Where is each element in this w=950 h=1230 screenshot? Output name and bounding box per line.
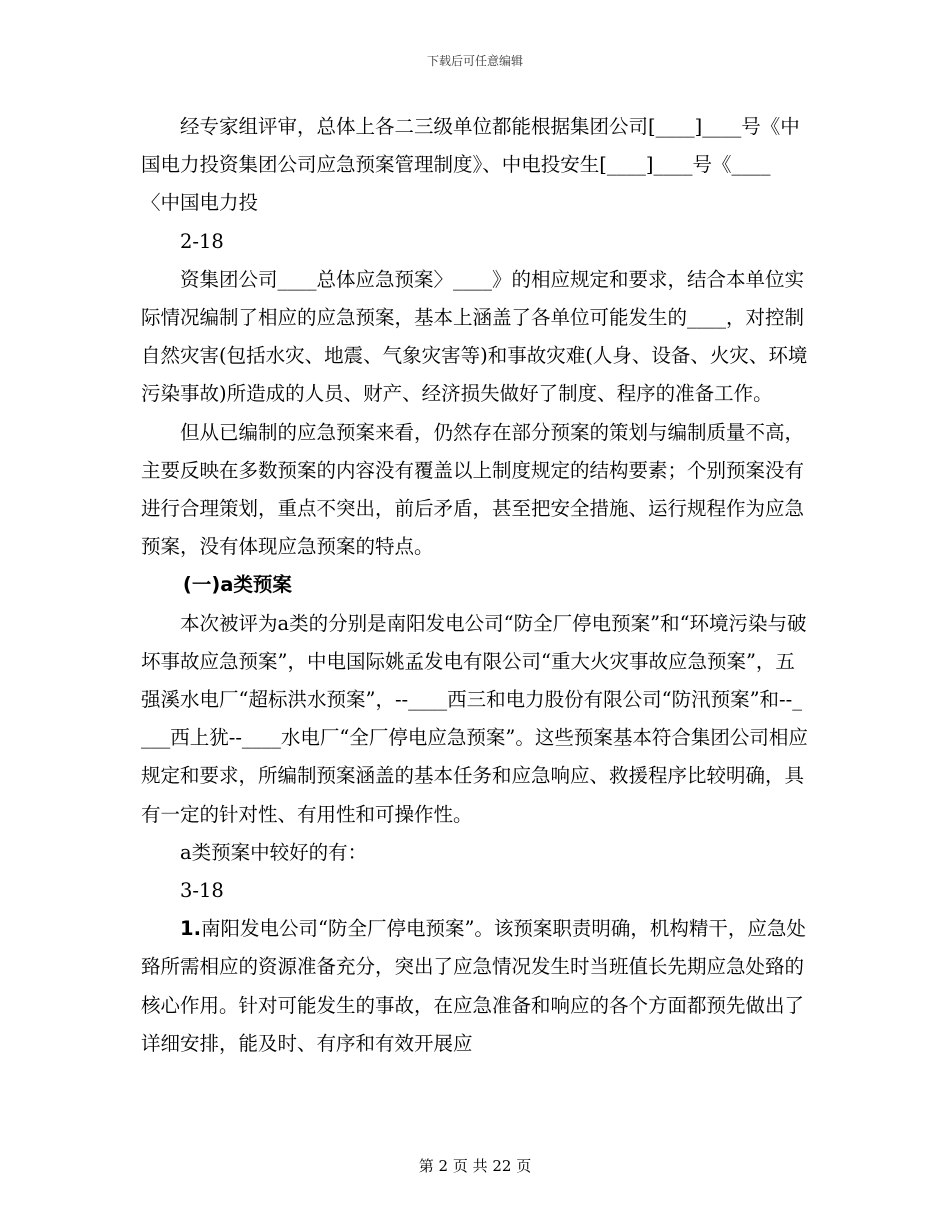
paragraph-a-class-good: a类预案中较好的有：: [180, 840, 368, 864]
paragraph-a-class-list: 本次被评为a类的分别是南阳发电公司“防全厂停电预案”和“环境污染与破坏事故应急预案”，中电国际姚孟发电有限公司“重大火灾事故应急预案”，五强溪水电厂“超标洪水预案”，--____西三和电力股份有限公司“防汛预案”和--____西上犹--____水电厂“全厂停电应急预案”。这些预案基本符合集团公司相应规定和要求，所编制预案涵盖的基本任务和应急响应、救援程序比较明确，具有一定的针对性、有用性和可操作性。: [141, 611, 808, 826]
list-item-text: 南阳发电公司“防全厂停电预案”。该预案职责明确，机构精干，应急处臵所需相应的资源准备充分，突出了应急情况发生时当班值长先期应急处臵的核心作用。针对可能发生的事故，在应急准备和响应的各个方面都预先做出了详细安排，能及时、有序和有效开展应: [141, 917, 806, 1055]
list-item-1: [141, 910, 809, 1063]
page-header: 下载后可任意编辑: [426, 54, 523, 68]
document-body: [141, 108, 809, 1063]
page-footer: 第 2 页 共 22 页: [418, 1157, 532, 1175]
page-marker: 3-18: [180, 879, 224, 903]
paragraph-problems: 但从已编制的应急预案来看，仍然存在部分预案的策划与编制质量不高，主要反映在多数预案的内容没有覆盖以上制度规定的结构要素；个别预案没有进行合理策划，重点不突出，前后矛盾，甚至把安全措施、运行规程作为应急预案，没有体现应急预案的特点。: [141, 420, 805, 559]
paragraph-review-continued: 资集团公司____总体应急预案〉____》的相应规定和要求，结合本单位实际情况编制了相应的应急预案，基本上涵盖了各单位可能发生的____，对控制自然灾害(包括水灾、地震、气象灾害等)和事故灾难(人身、设备、火灾、环境污染事故)所造成的人员、财产、经济损失做好了制度、程序的准备工作。: [141, 267, 808, 406]
list-item-number: 1.: [180, 917, 201, 941]
page-marker: 2-18: [180, 229, 224, 253]
paragraph-review-intro: 经专家组评审，总体上各二三级单位都能根据集团公司[____]____号《中国电力投资集团公司应急预案管理制度》、中电投安生[____]____号《____〈中国电力投: [141, 115, 800, 215]
section-heading-a-class: (一)a类预案: [182, 573, 292, 597]
